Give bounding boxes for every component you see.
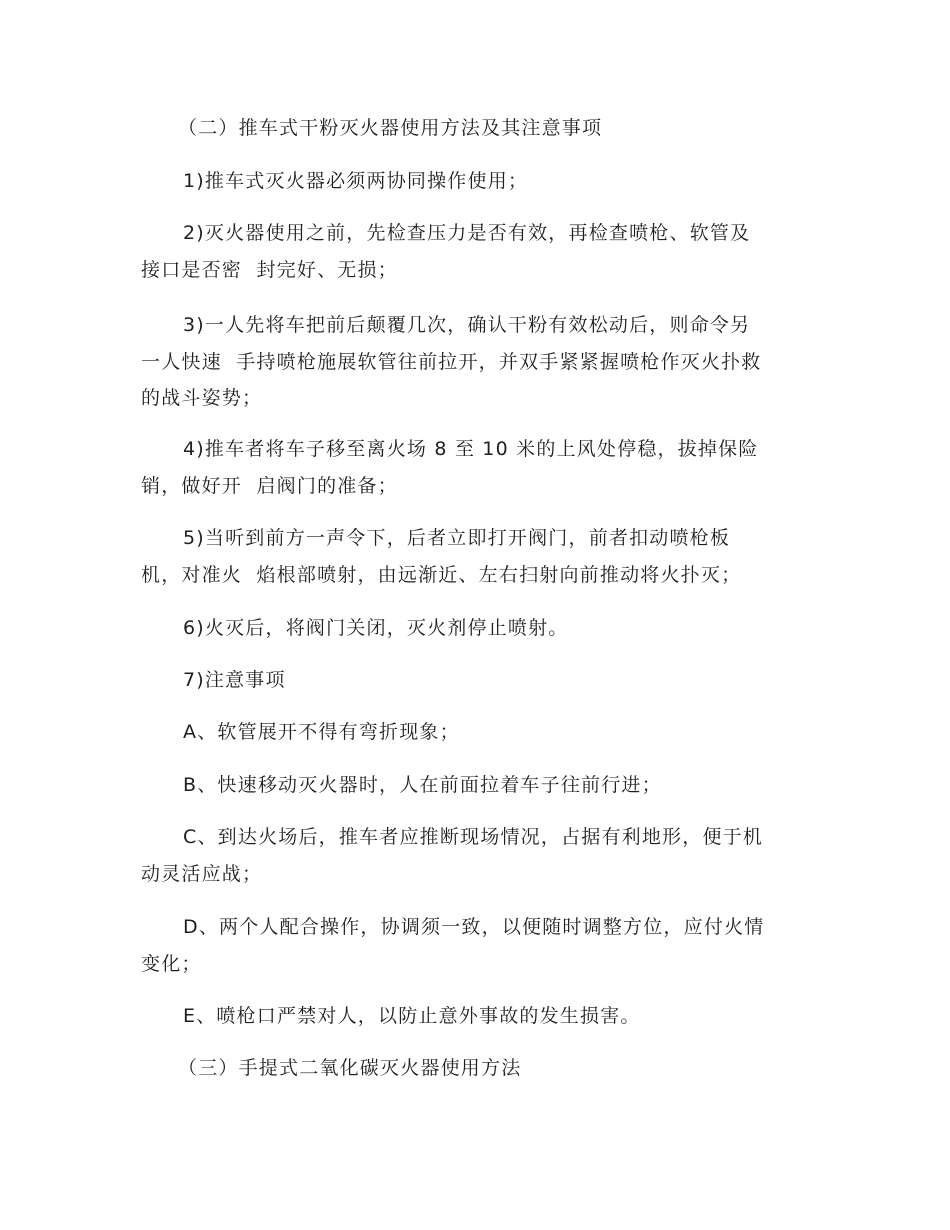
note-item: B、快速移动灭火器时，人在前面拉着车子往前行进； (183, 774, 662, 796)
list-item: 4)推车者将车子移至离火场 8 至 10 米的上风处停稳，拔掉保险 (183, 438, 759, 460)
list-item-continuation: 接口是否密 封完好、无损； (141, 259, 398, 281)
list-item-continuation: 机，对准火 焰根部喷射，由远渐近、左右扫射向前推动将火扑灭； (141, 564, 742, 586)
list-item: 7)注意事项 (183, 669, 286, 691)
list-item-continuation: 一人快速 手持喷枪施展软管往前拉开，并双手紧紧握喷枪作灭火扑救 (141, 351, 762, 373)
note-item-continuation: 变化； (141, 953, 202, 975)
list-item-continuation: 的战斗姿势； (141, 387, 263, 409)
list-item: 1)推车式灭火器必须两协同操作使用； (183, 170, 529, 192)
note-item: E、喷枪口严禁对人，以防止意外事故的发生损害。 (183, 1005, 641, 1027)
section-heading: （三）手提式二氧化碳灭火器使用方法 (178, 1057, 522, 1079)
list-item: 2)灭火器使用之前，先检查压力是否有效，再检查喷枪、软管及 (183, 222, 751, 244)
list-item: 6)火灭后，将阀门关闭，灭火剂停止喷射。 (183, 617, 569, 639)
section-heading: （二）推车式干粉灭火器使用方法及其注意事项 (178, 117, 603, 139)
list-item-continuation: 销，做好开 启阀门的准备； (141, 475, 398, 497)
note-item: C、到达火场后，推车者应推断现场情况，占据有利地形，便于机 (183, 826, 764, 848)
note-item-continuation: 动灵活应战； (141, 863, 263, 885)
list-item: 3)一人先将车把前后颠覆几次，确认干粉有效松动后，则命令另 (183, 314, 751, 336)
list-item: 5)当听到前方一声令下，后者立即打开阀门，前者扣动喷枪板 (183, 527, 731, 549)
note-item: D、两个人配合操作，协调须一致，以便随时调整方位，应付火情 (183, 916, 765, 938)
note-item: A、软管展开不得有弯折现象； (183, 721, 460, 743)
